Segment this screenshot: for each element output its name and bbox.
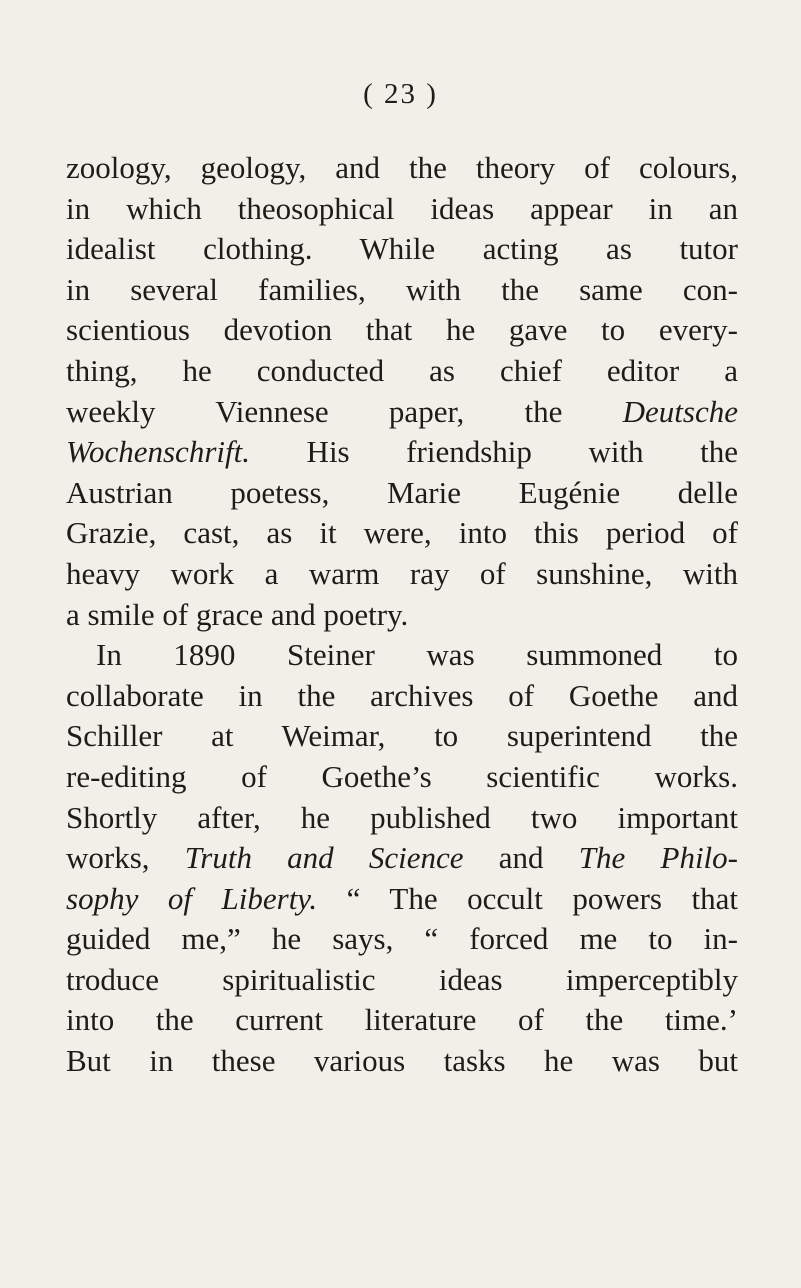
- italic-text: Wochenschrift.: [66, 434, 250, 470]
- text-segment: works,: [66, 840, 185, 876]
- text-line: [66, 676, 738, 717]
- text-segment: thing, he conducted as chief editor a: [66, 352, 738, 388]
- text-line: [66, 757, 738, 798]
- text-segment: But in these various tasks he was but: [66, 1043, 738, 1079]
- text-segment: troduce spiritualistic ideas imperceptibly: [66, 961, 738, 997]
- text-segment: a smile of grace and poetry.: [66, 596, 409, 632]
- text-line: [66, 392, 738, 433]
- text-line: [66, 351, 738, 392]
- page-number: ( 23 ): [363, 78, 438, 110]
- text-segment: weekly Viennese paper, the: [66, 393, 623, 429]
- text-segment: guided me,” he says, “ forced me to in-: [66, 921, 738, 957]
- text-line: [66, 960, 738, 1001]
- text-segment: in which theosophical ideas appear in an: [66, 190, 738, 226]
- text-line: [66, 554, 738, 595]
- text-line: [66, 513, 738, 554]
- text-line: [66, 635, 738, 676]
- text-segment: Shortly after, he published two important: [66, 799, 738, 835]
- text-segment: heavy work a warm ray of sunshine, with: [66, 555, 738, 591]
- text-line: [66, 716, 738, 757]
- text-segment: collaborate in the archives of Goethe and: [66, 677, 738, 713]
- text-line: [66, 189, 738, 230]
- text-segment: re-editing of Goethe’s scientific works.: [66, 758, 738, 794]
- text-line: [66, 595, 738, 636]
- text-line: [66, 473, 738, 514]
- italic-text: The Philo-: [578, 840, 738, 876]
- text-line: [66, 432, 738, 473]
- text-segment: idealist clothing. While acting as tutor: [66, 231, 738, 267]
- body-text: [66, 148, 738, 1082]
- text-segment: Schiller at Weimar, to superintend the: [66, 718, 738, 754]
- text-line: [66, 919, 738, 960]
- text-line: [66, 798, 738, 839]
- text-line: [66, 229, 738, 270]
- text-segment: His friendship with the: [249, 434, 738, 470]
- text-segment: scientious devotion that he gave to every-: [66, 312, 738, 348]
- text-segment: Grazie, cast, as it were, into this period of: [66, 515, 738, 551]
- text-line: [66, 1000, 738, 1041]
- text-line: [66, 1041, 738, 1082]
- text-line: [66, 838, 738, 879]
- text-line: [66, 270, 738, 311]
- text-line: [66, 310, 738, 351]
- text-line: [66, 148, 738, 189]
- italic-text: sophy of Liberty.: [66, 880, 318, 916]
- italic-text: Truth and Science: [184, 840, 464, 876]
- text-segment: zoology, geology, and the theory of colours,: [66, 150, 738, 185]
- text-segment: In 1890 Steiner was summoned to: [96, 637, 738, 673]
- text-line: [66, 879, 738, 920]
- text-segment: Austrian poetess, Marie Eugénie delle: [66, 474, 738, 510]
- italic-text: Deutsche: [622, 393, 738, 429]
- text-segment: and: [463, 840, 579, 876]
- text-segment: in several families, with the same con-: [66, 271, 738, 307]
- text-segment: “ The occult powers that: [317, 880, 738, 916]
- text-segment: into the current literature of the time.’: [66, 1002, 738, 1038]
